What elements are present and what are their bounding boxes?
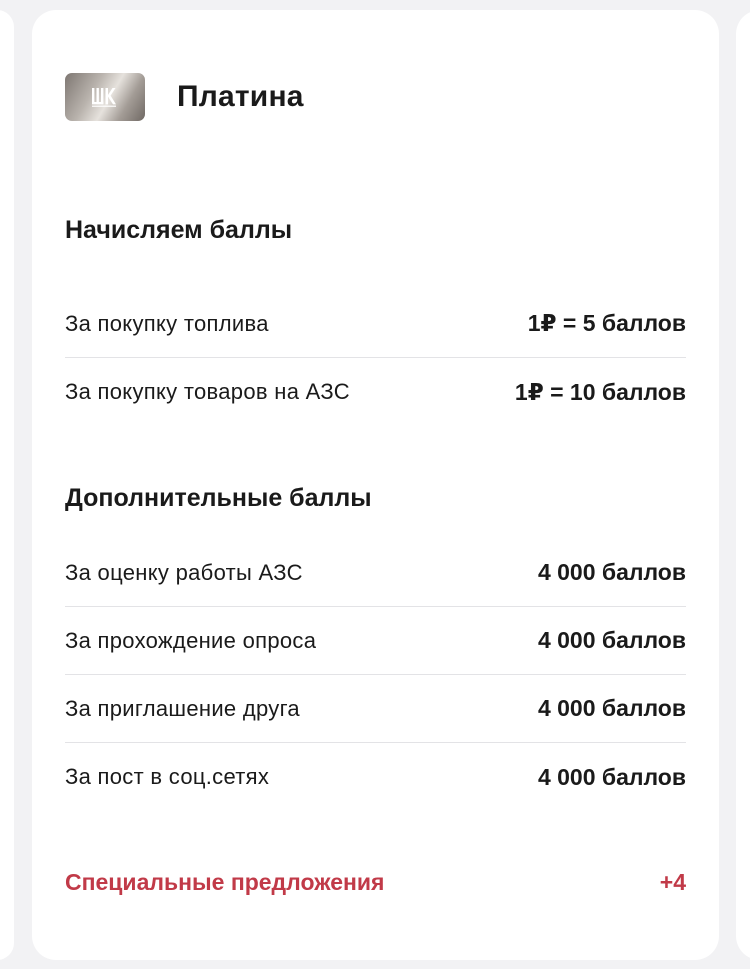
special-offers-link[interactable]	[65, 862, 686, 902]
row-value: 4 000 баллов	[537, 627, 686, 653]
special-offers-count: +4	[659, 868, 686, 895]
row-value: 1₽ = 10 баллов	[514, 378, 686, 405]
row-label: За покупку товаров на АЗС	[65, 379, 350, 404]
row-value: 1₽ = 5 баллов	[527, 310, 686, 336]
bonus-row-rating	[65, 539, 686, 607]
bonus-section-title: Дополнительные баллы	[65, 484, 372, 512]
earn-row-goods	[65, 358, 686, 426]
row-label: За приглашение друга	[65, 695, 300, 721]
lukoil-logo-icon	[91, 86, 117, 108]
bonus-row-social	[65, 743, 686, 811]
special-offers-label: Специальные предложения	[65, 868, 385, 895]
next-card-edge[interactable]	[736, 10, 750, 960]
row-value: 4 000 баллов	[537, 695, 686, 721]
previous-card-edge[interactable]	[0, 10, 14, 960]
row-value: 4 000 баллов	[537, 763, 686, 790]
tier-badge	[65, 73, 145, 121]
bonus-row-survey	[65, 607, 686, 675]
row-label: За прохождение опроса	[65, 627, 317, 653]
row-label: За пост в соц.сетях	[65, 764, 270, 789]
earn-row-fuel	[65, 290, 686, 358]
tier-title: Платина	[177, 80, 304, 113]
row-label: За оценку работы АЗС	[65, 559, 303, 585]
bonus-row-invite	[65, 675, 686, 743]
row-value: 4 000 баллов	[537, 559, 686, 585]
loyalty-tier-card	[32, 10, 719, 960]
earn-section-title: Начисляем баллы	[65, 216, 293, 244]
row-label: За покупку топлива	[65, 310, 269, 336]
